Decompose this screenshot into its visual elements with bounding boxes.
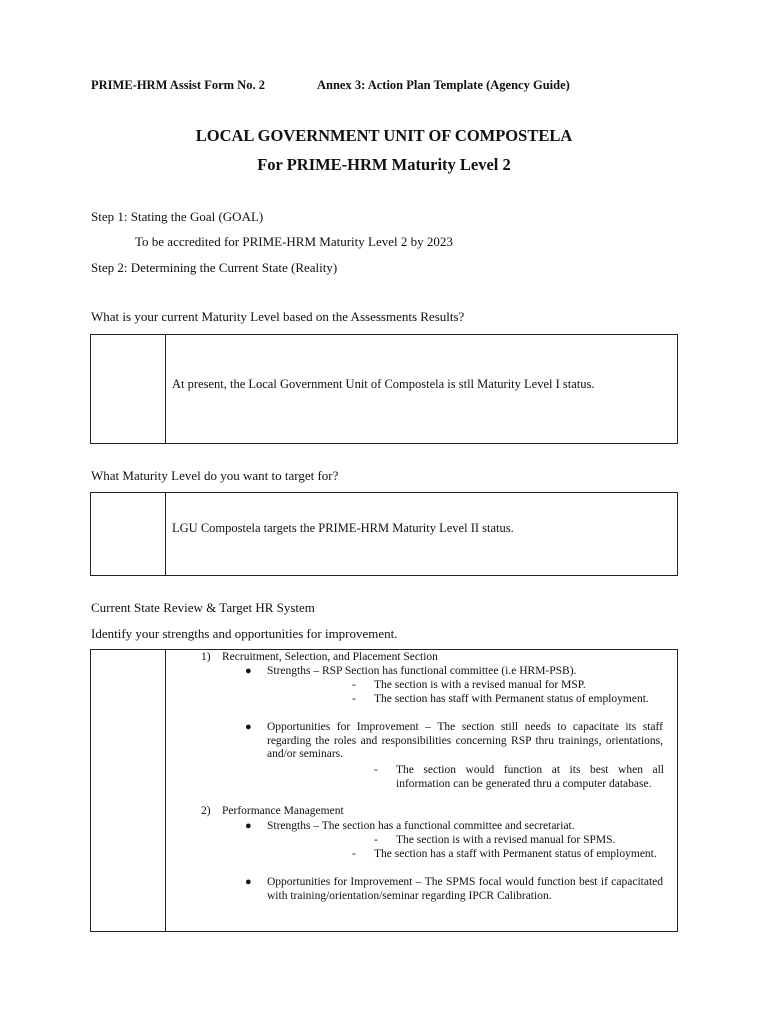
target-level-answer: LGU Compostela targets the PRIME-HRM Maturity Level II status.	[172, 521, 514, 535]
dash-icon: -	[352, 679, 356, 691]
step-2-label: Step 2: Determining the Current State (Reality)	[91, 260, 338, 275]
form-header	[91, 78, 570, 93]
goal-statement: To be accredited for PRIME-HRM Maturity Level 2 by 2023	[135, 234, 453, 249]
dash-icon: -	[352, 693, 356, 705]
document-subtitle: For PRIME-HRM Maturity Level 2	[257, 155, 511, 174]
dash-icon: -	[352, 848, 356, 860]
question-current-level: What is your current Maturity Level based on the Assessments Results?	[91, 309, 465, 324]
bullet-icon: ●	[245, 721, 252, 733]
form-number: PRIME-HRM Assist Form No. 2	[91, 78, 265, 92]
annex-label: Annex 3: Action Plan Template (Agency Guide)	[317, 78, 570, 92]
dash-icon: -	[374, 834, 378, 846]
table-divider	[165, 335, 166, 443]
document-title: LOCAL GOVERNMENT UNIT OF COMPOSTELA	[195, 126, 573, 145]
target-level-table	[90, 492, 678, 576]
review-heading: Current State Review & Target HR System	[91, 600, 315, 615]
bullet-icon: ●	[245, 665, 252, 677]
review-instruction: Identify your strengths and opportunities for improvement.	[91, 626, 398, 641]
current-level-table	[90, 334, 678, 444]
table-divider	[165, 493, 166, 575]
bullet-icon: ●	[245, 820, 252, 832]
step-1-label: Step 1: Stating the Goal (GOAL)	[91, 209, 264, 224]
current-level-answer: At present, the Local Government Unit of Compostela is stll Maturity Level I status.	[172, 377, 595, 391]
dash-icon: -	[374, 764, 378, 776]
bullet-icon: ●	[245, 876, 252, 888]
question-target-level: What Maturity Level do you want to target for?	[91, 468, 339, 483]
table-divider	[165, 650, 166, 931]
